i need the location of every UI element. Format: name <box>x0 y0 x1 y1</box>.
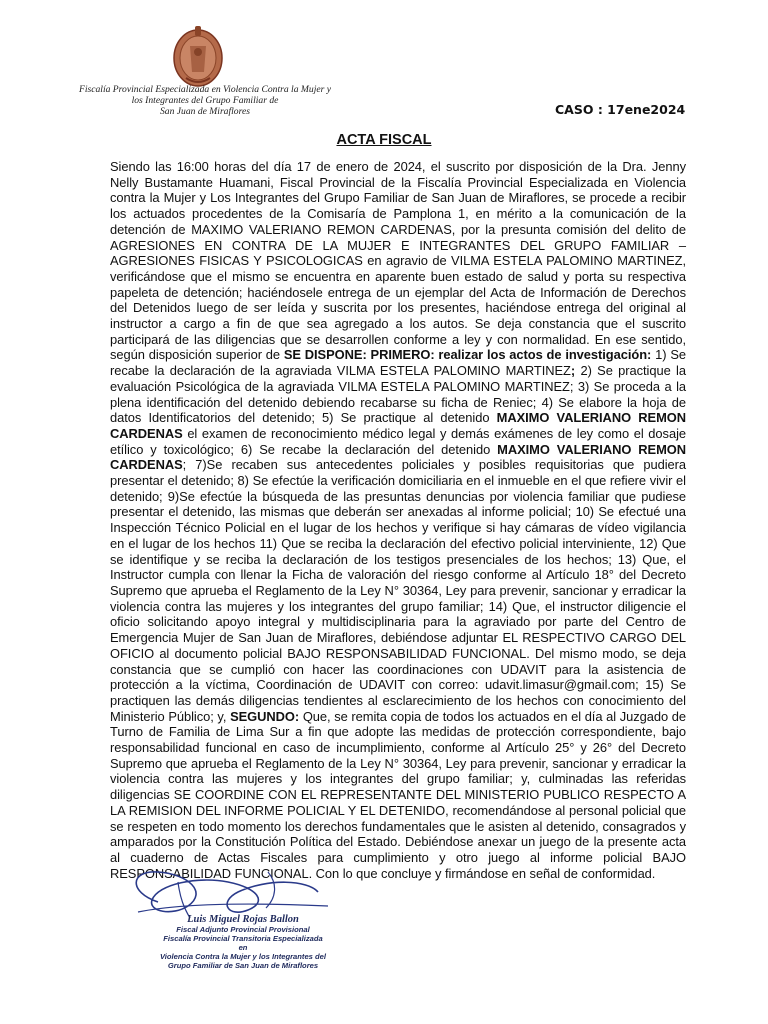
body-text-2: 1) Se recabe la declaración de la agraviada VILMA ESTELA PALOMINO MARTINEZ <box>110 347 686 379</box>
signature-block <box>118 862 348 1002</box>
body-text-1: Siendo las 16:00 horas del día 17 de enero de 2024, el suscrito por disposición de la Dra. Jenny Nelly Bustamante Huamani, Fiscal Provincial de la Fiscalía Provincial Especializada en Violencia contra la Mujer y Los Integrantes del Grupo Familiar de San Juan de Miraflores, se procede a recibir los actuados procedentes de la Comisaría de Pamplona 1, en mérito a la comunicación de la detención de MAXIMO VALERIANO REMON CARDENAS, por la presunta comisión del delito de AGRESIONES EN CONTRA DE LA MUJER E INTEGRANTES DEL GRUPO FAMILIAR – AGRESIONES FISICAS Y PSICOLOGICAS en agravio de VILMA ESTELA PALOMINO MARTINEZ, verificándose que el mismo se encuentra en aparente buen estado de salud y porta su respectiva papeleta de detención; haciéndosele entrega de un ejemplar del Acta de Información de Derechos del Detenidos luego de ser leída y suscrita por los presentes, haciéndose entrega del original al instructor a cargo a fin de que sea agregado a los autos. Se deja constancia que el suscrito participará de las diligencias que se desarrollen conforme a ley y con normalidad. En ese sentido, según disposición superior de <box>110 159 686 363</box>
document-body <box>110 159 686 881</box>
body-bold-dispone: SE DISPONE: PRIMERO: realizar los actos de investigación: <box>283 347 652 363</box>
office-line-2: los Integrantes del Grupo Familiar de <box>131 95 279 107</box>
emblem-icon <box>168 22 228 88</box>
office-line-1: Fiscalía Provincial Especializada en Violencia Contra la Mujer y <box>78 84 332 95</box>
signer-office-line-2: Violencia Contra la Mujer y los Integrantes del <box>160 952 326 961</box>
body-text-4: el examen de reconocimiento médico legal y demás exámenes de ley como el dosaje etílico y toxicológico; 6) Se recabe la declaración del detenido <box>110 425 686 457</box>
signature-stamp <box>158 914 328 970</box>
body-bold-detainee-2: MAXIMO VALERIANO REMON CARDENAS <box>110 441 687 473</box>
office-line-3: San Juan de Miraflores <box>160 106 250 118</box>
case-number: CASO : 17ene2024 <box>555 102 686 117</box>
signer-office-line-1: Fiscalía Provincial Transitoria Especializada en <box>163 934 323 952</box>
signer-name: Luis Miguel Rojas Ballon <box>187 914 299 925</box>
body-text-5: ; 7)Se recaben sus antecedentes policiales y posibles requisitorias que pudiera presentar el detenido; 8) Se efectúe la verificación domiciliaria en el inmueble en el que refiere vivir el detenido; 9)Se efectúe la búsqueda de las presuntas denuncias por violencia familiar que pudiese presentar el detenido, las mismas que deberán ser anexadas al informe policial; 10) Se efectué una Inspección Técnico Policial en el lugar de los hechos y verifique si hay cámaras de vídeo vigilancia en el lugar de los hechos 11) Que se reciba la declaración del efectivo policial interviniente, 12) Que se identifique y se reciba la declaración de los testigos presenciales de los hechos; 13) Que, el Instructor cumpla con llenar la Ficha de valoración del riesgo conforme al Artículo 18° del Decreto Supremo que aprueba el Reglamento de la Ley N° 30364, Ley para prevenir, sancionar y erradicar la violencia contra las mujeres y los integrantes del grupo familiar; 14) Que, el instructor diligencie el oficio solicitando apoyo integral y multidisciplinaria para la agraviado por parte del Centro de Emergencia Mujer de San Juan de Miraflores, debiéndose adjuntar EL RESPECTIVO CARGO DEL OFICIO al documento policial BAJO RESPONSABILIDAD FUNCIONAL. Del mismo modo, se deja constancia que se cumplió con hacer las coordinaciones con UDAVIT para la asistencia de protección a la víctima, Coordinación de UDAVIT con correo: udavit.limasur@gmail.com; 15) Se practiquen las demás diligencias tendientes al esclarecimiento de los hechos con conocimiento del Ministerio Público; y, <box>110 457 686 724</box>
signer-office-line-3: Grupo Familiar de San Juan de Miraflores <box>167 961 319 970</box>
body-text-6: Que, se remita copia de todos los actuados en el día al Juzgado de Turno de Familia de Lima Sur a fin que adopte las medidas de protección correspondiente, bajo responsabilidad funcional en caso de incumplimiento, conforme al Artículo 25° y 26° del Decreto Supremo que aprueba el Reglamento de la Ley N° 30364, Ley para prevenir, sancionar y erradicar la violencia contra las mujeres y los integrantes del grupo familiar; y, culminadas las referidas diligencias SE COORDINE CON EL REPRESENTANTE DEL MINISTERIO PUBLICO RESPECTO A LA REMISION DEL INFORME POLICIAL Y EL DETENIDO, recomendándose al personal policial que se respeten en todo momento los derechos fundamentales que le asisten al detenido, consagrados y amparados por la Constitución Política del Estado. Debiéndose anexar un juego de la presente acta al cuaderno de Actas Fiscales para cumplimiento y otro juego al informe policial BAJO RESPONSABILIDAD FUNCIONAL. Con lo que concluye y firmándose en señal de conformidad. <box>110 708 686 881</box>
body-bold-detainee-1: MAXIMO VALERIANO REMON CARDENAS <box>110 410 686 441</box>
body-text-3: 2) Se practique la evaluación Psicológica de la agraviada VILMA ESTELA PALOMINO MARTINEZ; 3) Se proceda a la plena identificación del detenido debiendo recabarse su ficha de Reniec; 4) Se elabore la hoja de datos Identificatorios del detenido; 5) Se practique al detenido <box>110 363 686 426</box>
office-header <box>40 84 370 118</box>
signer-title: Fiscal Adjunto Provincial Provisional <box>176 925 310 934</box>
body-bold-semicolon: ; <box>570 363 576 379</box>
document-title: ACTA FISCAL <box>336 132 432 148</box>
body-bold-segundo: SEGUNDO: <box>230 708 300 724</box>
